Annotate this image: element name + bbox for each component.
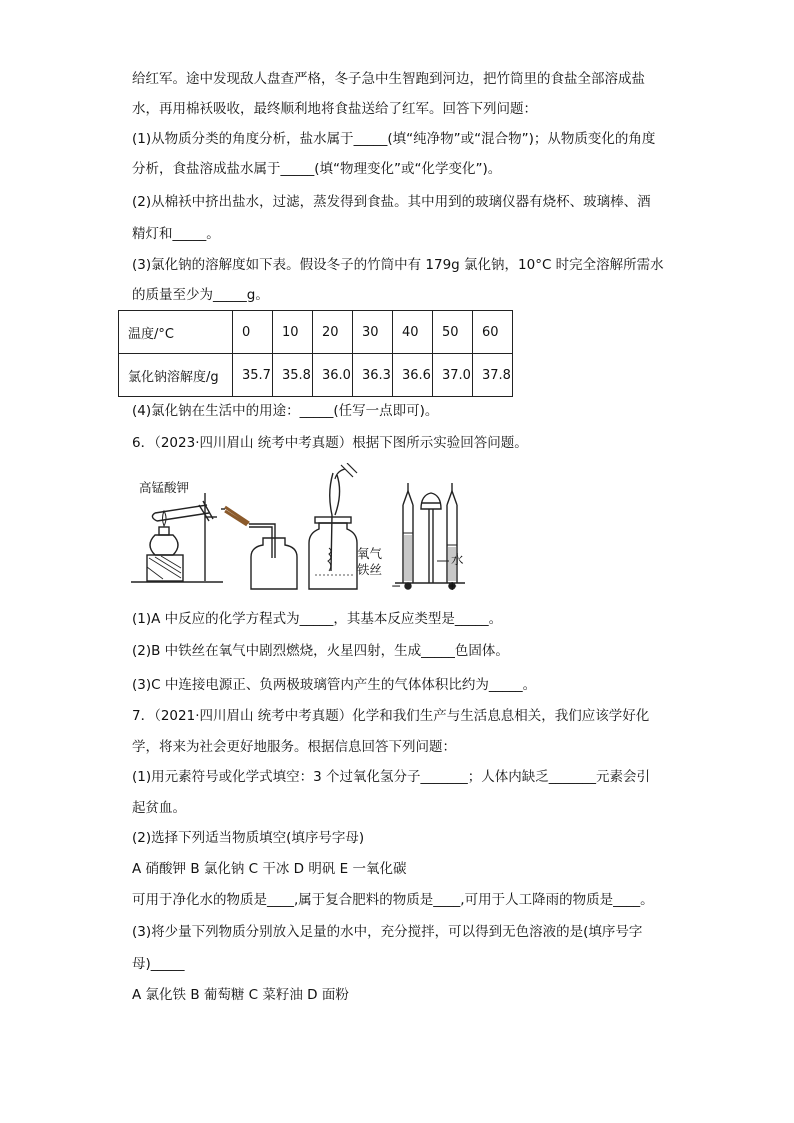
delivery-tube [249,524,275,558]
table-cell: 36.3 [353,354,393,397]
rubber-tube [225,507,249,525]
label-kmno4: 高锰酸钾 [139,480,190,495]
table-cell: 20 [313,311,353,354]
text-line: (2)从棉袄中挤出盐水，过滤，蒸发得到食盐。其中用到的玻璃仪器有烧杯、玻璃棒、酒 [132,194,651,210]
alcohol-lamp [150,535,178,555]
table-cell: 30 [353,311,393,354]
table-cell: 60 [473,311,513,354]
text-line: (1)用元素符号或化学式填空：3 个过氧化氢分子_______；人体内缺乏_______元素会引 [132,769,651,785]
text-line: 水，再用棉袄吸收，最终顺利地将食盐送给了红军。回答下列问题： [132,101,537,117]
text-line: 可用于净化水的物质是____,属于复合肥料的物质是____,可用于人工降雨的物质是____。 [132,892,654,908]
table-cell: 36.6 [393,354,433,397]
text-line: 精灯和_____。 [132,226,220,242]
text-line: (3)C 中连接电源正、负两极玻璃管内产生的气体体积比约为_____。 [132,677,537,693]
label-iron-wire: 铁丝 [357,562,383,577]
hand [335,463,357,479]
table-cell: 35.7 [233,354,273,397]
label-water: 水 [451,552,464,567]
solubility-table [118,310,513,397]
text-line: 分析，食盐溶成盐水属于_____(填“物理变化”或“化学变化”)。 [132,161,502,177]
experiment-figure [125,463,485,599]
text-line: 起贫血。 [132,800,186,816]
table-cell: 37.8 [473,354,513,397]
text-line: 的质量至少为_____g。 [132,287,269,303]
table-header-cell: 温度/°C [119,311,233,354]
text-line: (3)将少量下列物质分别放入足量的水中，充分搅拌，可以得到无色溶液的是(填序号字 [132,924,643,940]
text-line: 给红军。途中发现敌人盘查严格，冬子急中生智跑到河边，把竹筒里的食盐全部溶成盐 [132,71,645,87]
text-line: (1)从物质分类的角度分析，盐水属于_____(填“纯净物”或“混合物”)；从物质变化的角度 [132,131,656,147]
table-cell: 0 [233,311,273,354]
table-cell: 35.8 [273,354,313,397]
text-line: A 氯化铁 B 葡萄糖 C 菜籽油 D 面粉 [132,987,349,1003]
label-plus: + [447,578,458,593]
table-row [119,354,513,397]
text-line: (1)A 中反应的化学方程式为_____，其基本反应类型是_____。 [132,611,503,627]
text-line: 母)_____ [132,956,185,972]
text-line: (3)氯化钠的溶解度如下表。假设冬子的竹筒中有 179g 氯化钠，10°C 时完全溶解所需水 [132,257,664,273]
label-oxygen: 氧气 [357,546,383,561]
table-cell: 36.0 [313,354,353,397]
text-line: (2)选择下列适当物质填空(填序号字母) [132,830,365,846]
label-minus: − [391,578,402,593]
text-line: 学，将来为社会更好地服务。根据信息回答下列问题： [132,739,456,755]
text-line: 7．（2021·四川眉山 统考中考真题）化学和我们生产与生活息息相关，我们应该学好化 [132,708,650,724]
oxygen-bottle [309,523,357,589]
collecting-bottle [251,538,297,589]
funnel [421,493,441,509]
table-cell: 40 [393,311,433,354]
text-line: 6．（2023·四川眉山 统考中考真题）根据下图所示实验回答问题。 [132,435,528,451]
table-row [119,311,513,354]
table-cell: 50 [433,311,473,354]
text-line: (2)B 中铁丝在氧气中剧烈燃烧，火星四射，生成_____色固体。 [132,643,509,659]
table-cell: 10 [273,311,313,354]
table-cell: 37.0 [433,354,473,397]
table-header-cell: 氯化钠溶解度/g [119,354,233,397]
text-line: (4)氯化钠在生活中的用途：_____(任写一点即可)。 [132,403,439,419]
text-line: A 硝酸钾 B 氯化钠 C 干冰 D 明矾 E 一氧化碳 [132,861,407,877]
